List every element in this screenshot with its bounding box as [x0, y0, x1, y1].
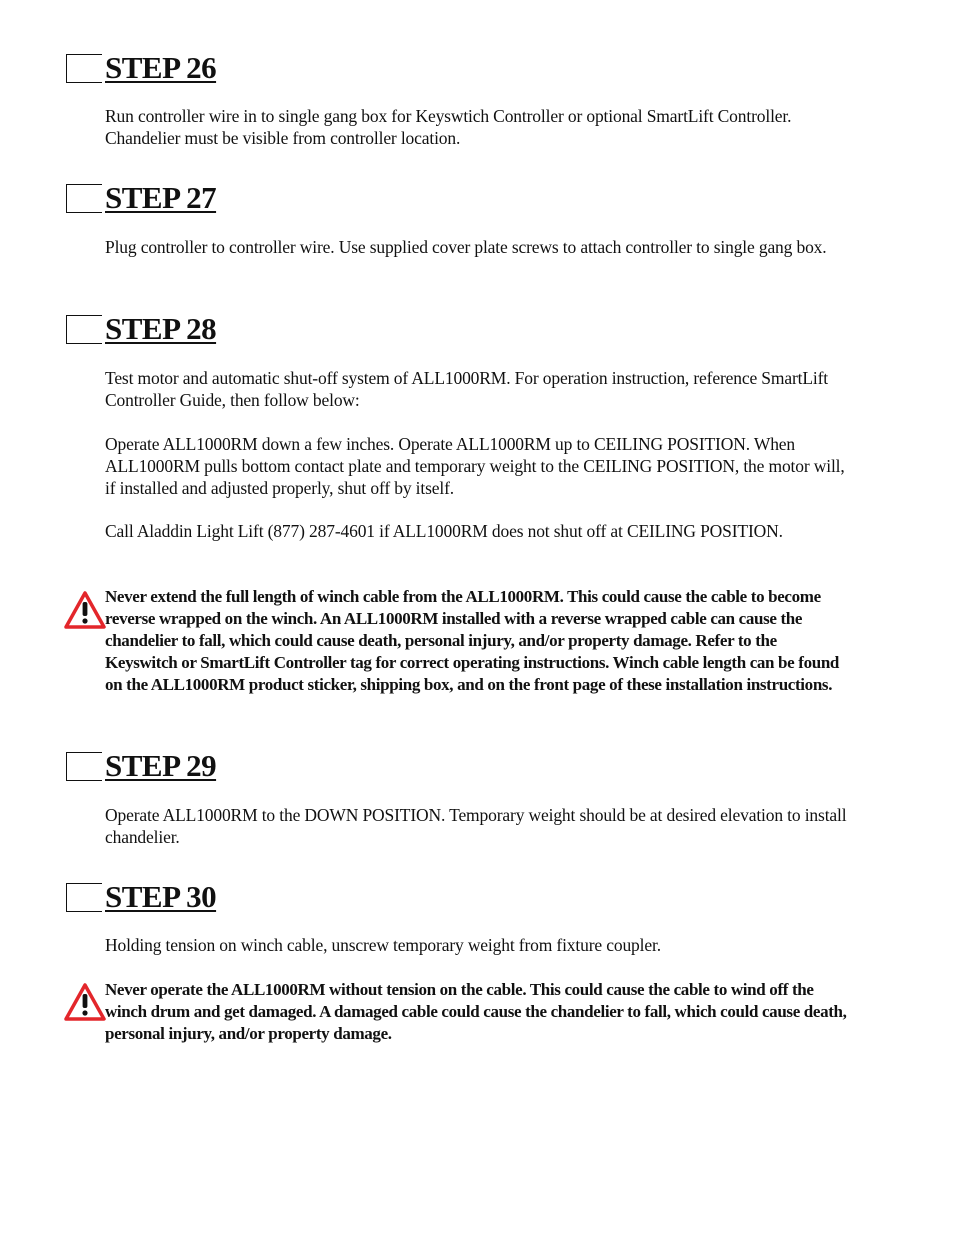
step-28-warning-text: Never extend the full length of winch cable from the ALL1000RM. This could cause the cable to become reverse wrapped on the winch. An ALL1000RM installed with a reverse wrapped cable can cause the chandelier to fall, which could cause death, personal injury, and/or property damage. Refer to the Keyswitch or SmartLift Controller tag for correct operating instructions. Winch cable length can be found on the ALL1000RM product sticker, shipping box, and on the front page of these installation instructions.	[105, 587, 840, 694]
step-30-warning-text: Never operate the ALL1000RM without tension on the cable. This could cause the cable to wind off the winch drum and get damaged. A damaged cable could cause the chandelier to fall, which could cause death, personal injury, and/or property damage.	[105, 980, 847, 1043]
step-checkbox	[66, 184, 102, 213]
step-title: STEP 27	[105, 180, 217, 215]
step-title: STEP 30	[105, 879, 217, 914]
step-30-paragraph: Holding tension on winch cable, unscrew temporary weight from fixture coupler.	[105, 935, 661, 955]
step-28-paragraph-2: Operate ALL1000RM down a few inches. Operate ALL1000RM up to CEILING POSITION. When ALL1000RM pulls bottom contact plate and temporary weight to the CEILING POSITION, the motor will, if installed and adjusted properly, shut off by itself.	[105, 434, 845, 498]
step-26-paragraph: Run controller wire in to single gang box for Keyswtich Controller or optional SmartLift Controller. Chandelier must be visible from controller location.	[105, 106, 792, 148]
step-checkbox	[66, 752, 102, 781]
step-29-paragraph: Operate ALL1000RM to the DOWN POSITION. Temporary weight should be at desired elevation to install chandelier.	[105, 805, 847, 847]
warning-triangle-icon	[64, 590, 106, 630]
step-28-paragraph-3: Call Aladdin Light Lift (877) 287-4601 if ALL1000RM does not shut off at CEILING POSITION.	[105, 521, 783, 541]
step-28-paragraph-1: Test motor and automatic shut-off system of ALL1000RM. For operation instruction, reference SmartLift Controller Guide, then follow below:	[105, 368, 829, 410]
warning-triangle-icon	[64, 982, 106, 1022]
step-title: STEP 29	[105, 748, 217, 783]
step-checkbox	[66, 315, 102, 344]
step-title: STEP 28	[105, 311, 217, 346]
step-checkbox	[66, 883, 102, 912]
step-checkbox	[66, 54, 102, 83]
step-title: STEP 26	[105, 50, 217, 85]
step-27-paragraph: Plug controller to controller wire. Use supplied cover plate screws to attach controller to single gang box.	[105, 237, 827, 257]
